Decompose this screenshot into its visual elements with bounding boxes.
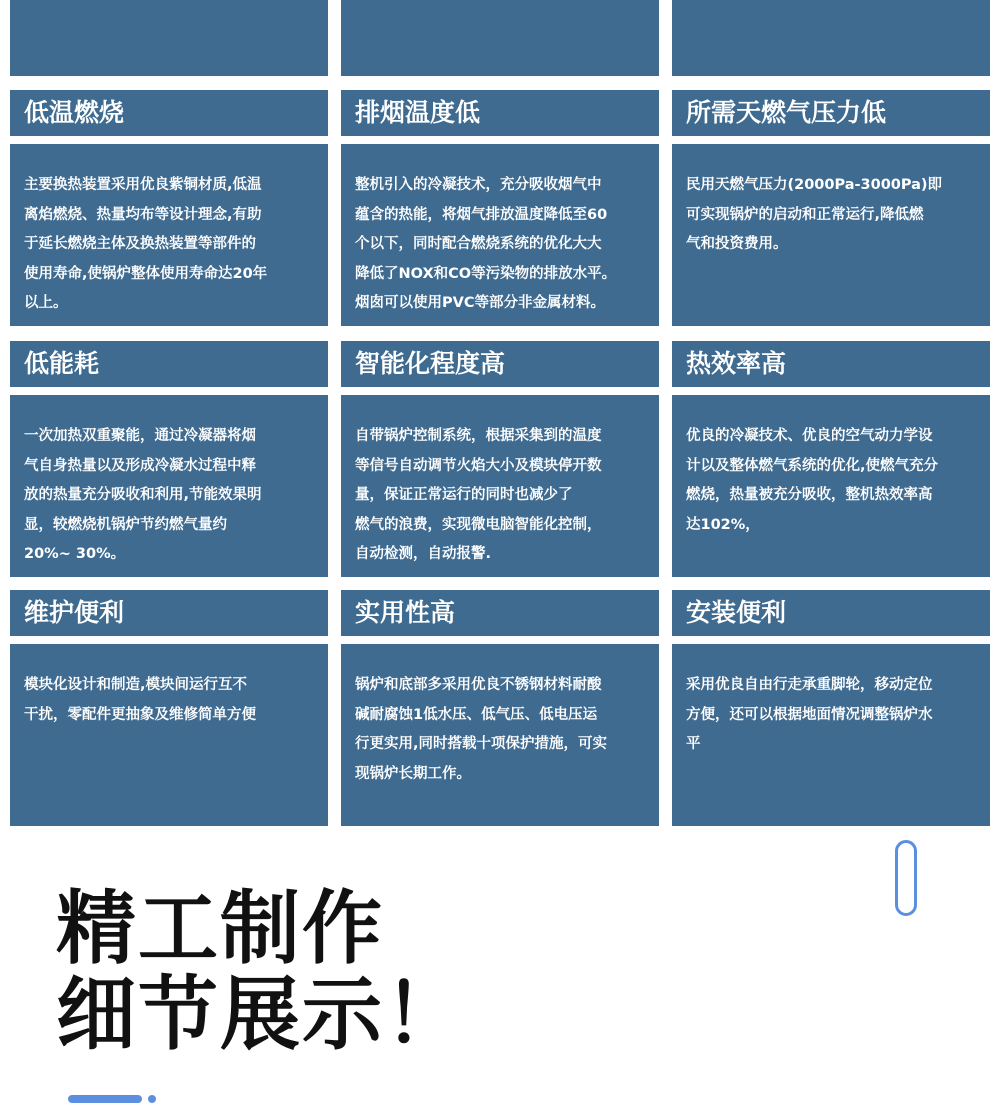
feature-line: 模块化设计和制造,模块间运行互不 <box>24 677 248 693</box>
headline-line-1: 精工制作 <box>56 882 384 975</box>
decorative-bar <box>68 1095 142 1103</box>
feature-card-high-intelligence <box>341 341 659 577</box>
feature-line: 优良的冷凝技术、优良的空气动力学设 <box>686 428 933 444</box>
top-panel <box>341 0 659 76</box>
feature-line: 等信号自动调节火焰大小及模块停开数 <box>355 457 602 474</box>
feature-card-low-gas-pressure <box>672 90 990 326</box>
feature-line: 显，较燃烧机锅炉节约燃气量约 <box>24 516 227 533</box>
feature-line: 以上。 <box>24 295 68 311</box>
feature-line: 锅炉和底部多采用优良不锈钢材料耐酸 <box>355 677 602 693</box>
feature-line: 可实现锅炉的启动和正常运行,降低燃 <box>686 206 924 223</box>
feature-body <box>341 644 659 826</box>
feature-line: 采用优良自由行走承重脚轮，移动定位 <box>686 677 933 693</box>
feature-line: 于延长燃烧主体及换热装置等部件的 <box>24 236 256 252</box>
feature-body <box>10 644 328 826</box>
feature-line: 达102%， <box>686 516 760 533</box>
feature-line: 降低了NOX和CO等污染物的排放水平。 <box>355 265 617 282</box>
feature-line: 自动检测，自动报警. <box>355 546 492 562</box>
feature-title: 所需天燃气压力低 <box>672 90 990 136</box>
feature-body <box>10 395 328 577</box>
feature-line: 整机引入的冷凝技术，充分吸收烟气中 <box>355 177 602 193</box>
feature-line: 烟囱可以使用PVC等部分非金属材料。 <box>355 295 605 311</box>
top-panel <box>672 0 990 76</box>
feature-card-low-exhaust-temp <box>341 90 659 326</box>
feature-line: 干扰，零配件更抽象及维修简单方便 <box>24 706 256 723</box>
feature-line: 现锅炉长期工作。 <box>355 765 471 782</box>
scroll-indicator-icon <box>895 840 917 916</box>
feature-line: 自带锅炉控制系统，根据采集到的温度 <box>355 428 602 444</box>
feature-line: 燃烧，热量被充分吸收，整机热效率高 <box>686 487 933 503</box>
feature-line: 一次加热双重聚能，通过冷凝器将烟 <box>24 428 256 444</box>
decorative-dot <box>148 1095 156 1103</box>
feature-line: 20%~ 30%。 <box>24 546 126 562</box>
feature-card-easy-installation <box>672 590 990 826</box>
feature-title: 低能耗 <box>10 341 328 387</box>
feature-line: 蕴含的热能，将烟气排放温度降低至60 <box>355 206 608 223</box>
feature-line: 个以下，同时配合燃烧系统的优化大大 <box>355 236 602 252</box>
feature-body <box>672 644 990 826</box>
feature-title: 智能化程度高 <box>341 341 659 387</box>
feature-line: 气和投资费用。 <box>686 236 788 252</box>
feature-line: 行更实用,同时搭载十项保护措施，可实 <box>355 736 608 752</box>
feature-card-high-efficiency <box>672 341 990 577</box>
feature-line: 燃气的浪费，实现微电脑智能化控制， <box>355 516 602 533</box>
feature-line: 量，保证正常运行的同时也减少了 <box>355 487 573 503</box>
feature-line: 使用寿命,使锅炉整体使用寿命达20年 <box>24 265 268 282</box>
feature-title: 热效率高 <box>672 341 990 387</box>
feature-line: 碱耐腐蚀1低水压、低气压、低电压运 <box>355 706 598 723</box>
feature-card-low-temp-combustion <box>10 90 328 326</box>
feature-card-high-practicality <box>341 590 659 826</box>
top-panels <box>10 0 990 76</box>
feature-line: 离焰燃烧、热量均布等设计理念,有助 <box>24 206 262 223</box>
feature-title: 维护便利 <box>10 590 328 636</box>
feature-card-low-energy <box>10 341 328 577</box>
feature-body <box>341 144 659 326</box>
feature-line: 主要换热装置采用优良紫铜材质,低温 <box>24 177 262 193</box>
feature-line: 计以及整体燃气系统的优化,使燃气充分 <box>686 457 939 474</box>
feature-body <box>341 395 659 577</box>
feature-body <box>672 144 990 326</box>
headline-line-2: 细节展示！ <box>56 968 466 1061</box>
top-panel <box>10 0 328 76</box>
feature-line: 气自身热量以及形成冷凝水过程中释 <box>24 457 256 474</box>
section-headline <box>56 882 466 1061</box>
feature-line: 民用天燃气压力(2000Pa-3000Pa)即 <box>686 177 943 193</box>
feature-body <box>672 395 990 577</box>
feature-title: 安装便利 <box>672 590 990 636</box>
feature-body <box>10 144 328 326</box>
feature-card-easy-maintenance <box>10 590 328 826</box>
feature-line: 方便，还可以根据地面情况调整锅炉水 <box>686 706 933 723</box>
feature-line: 放的热量充分吸收和利用,节能效果明 <box>24 487 262 503</box>
feature-line: 平 <box>686 736 701 752</box>
feature-title: 排烟温度低 <box>341 90 659 136</box>
feature-title: 低温燃烧 <box>10 90 328 136</box>
feature-title: 实用性高 <box>341 590 659 636</box>
